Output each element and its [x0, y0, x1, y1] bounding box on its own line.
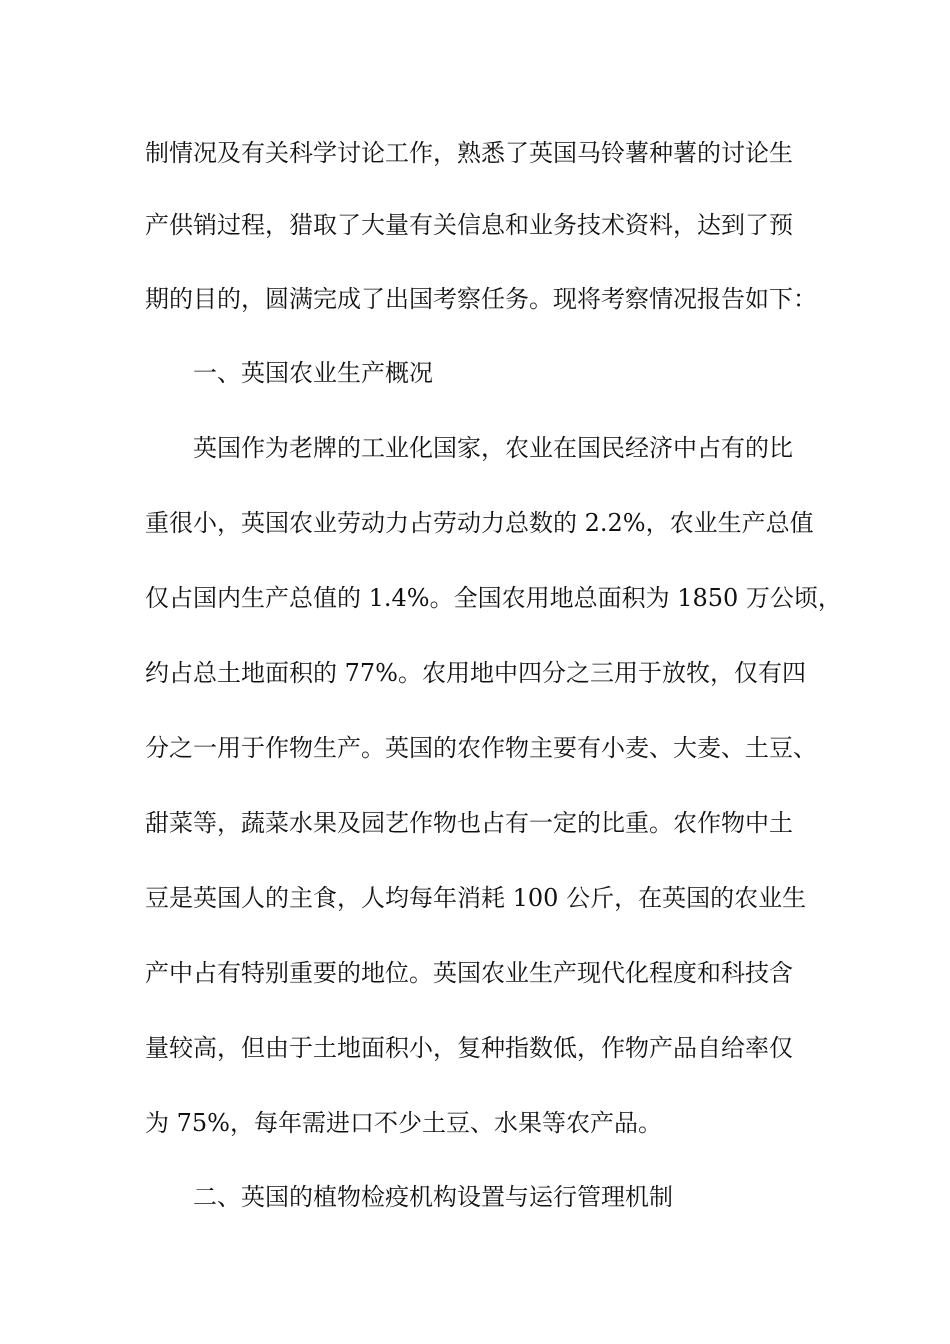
- body-text-line: 产供销过程，猎取了大量有关信息和业务技术资料，达到了预: [145, 211, 793, 239]
- body-text-line: 制情况及有关科学讨论工作，熟悉了英国马铃薯种薯的讨论生: [145, 139, 793, 167]
- body-text-line: 重很小，英国农业劳动力占劳动力总数的 2.2%，农业生产总值: [145, 509, 814, 537]
- body-text-line: 分之一用于作物生产。英国的农作物主要有小麦、大麦、土豆、: [145, 734, 817, 762]
- body-text-line: 量较高，但由于土地面积小，复种指数低，作物产品自给率仅: [145, 1034, 793, 1062]
- section-heading-2: 二、英国的植物检疫机构设置与运行管理机制: [193, 1183, 673, 1211]
- body-text-line: 甜菜等，蔬菜水果及园艺作物也占有一定的比重。农作物中土: [145, 809, 793, 837]
- body-text-line: 产中占有特别重要的地位。英国农业生产现代化程度和科技含: [145, 959, 793, 987]
- section-heading-1: 一、英国农业生产概况: [193, 359, 433, 387]
- body-text-line: 为 75%，每年需进口不少土豆、水果等农产品。: [145, 1109, 662, 1137]
- body-text-line: 约占总土地面积的 77%。农用地中四分之三用于放牧，仅有四: [145, 659, 806, 687]
- body-text-line: 英国作为老牌的工业化国家，农业在国民经济中占有的比: [193, 434, 793, 462]
- body-text-line: 期的目的，圆满完成了出国考察任务。现将考察情况报告如下：: [145, 285, 817, 313]
- body-text-line: 仅占国内生产总值的 1.4%。全国农用地总面积为 1850 万公顷，: [145, 584, 842, 612]
- body-text-line: 豆是英国人的主食，人均每年消耗 100 公斤，在英国的农业生: [145, 884, 807, 912]
